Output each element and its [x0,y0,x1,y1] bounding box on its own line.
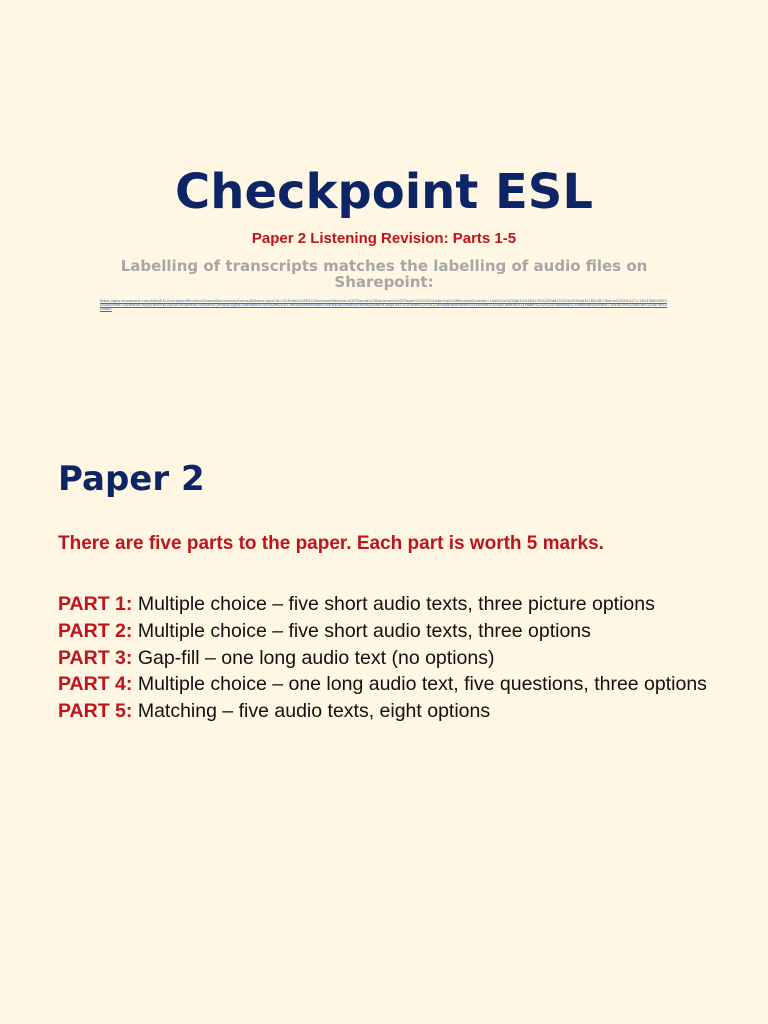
part-label: PART 3: [58,646,133,669]
title-slide [0,0,768,384]
page-title: Checkpoint ESL [175,164,593,220]
list-item [58,591,758,618]
list-item [58,618,758,645]
parts-list [58,591,758,725]
part-label: PART 5: [58,700,133,723]
part-description: Gap-fill – one long audio text (no options) [132,646,495,669]
sharepoint-link[interactable]: https://glps.sharepoint.com/sites/ESLCheckpointRevision/SharedDocuments/Forms/AllItems.aspx?id=%2Fsites%2FESLCheckpointRevision%2FShared%20Documents%2FPaper%202%20Listening%20Revision&viewid=1a4f0c2e%2D8b3d%2D4c7e%2D9a61%2D5e2f7b0d3c18&OR=Teams%2DHL&CT=1615300000000&sourceId=&params=eyJBcHBOYW1lIjoiVGVhbXMtRGVza3RvcCJ9https://glps.sharepoint.com/sites/ESLCheckpointRevision/SharedDocuments/Forms/AllItems.aspx?id=%2Fsites%2FESLCheckpointRevision%2FShared%20Documents%2FPaper%202%20Listening%20Revision&viewid=1a4f0c2e%2D8b3d%2D4c7e%2D9a61 [100,299,668,312]
part-label: PART 2: [58,619,133,642]
list-item [58,698,758,725]
sharepoint-note: Labelling of transcripts matches the labelling of audio files on Sharepoint: [120,257,648,291]
section-heading: Paper 2 [58,459,205,499]
content-slide [0,430,768,830]
subtitle: Paper 2 Listening Revision: Parts 1-5 [251,230,517,247]
list-item [58,645,758,672]
part-description: Multiple choice – five short audio texts, three options [132,619,591,642]
list-item [58,671,758,698]
intro-text: There are five parts to the paper. Each part is worth 5 marks. [58,533,604,554]
part-label: PART 4: [58,673,133,696]
part-description: Multiple choice – five short audio texts, three picture options [132,593,655,615]
part-description: Multiple choice – one long audio text, five questions, three options [132,673,707,696]
part-label: PART 1: [58,593,133,615]
part-description: Matching – five audio texts, eight options [132,700,491,723]
